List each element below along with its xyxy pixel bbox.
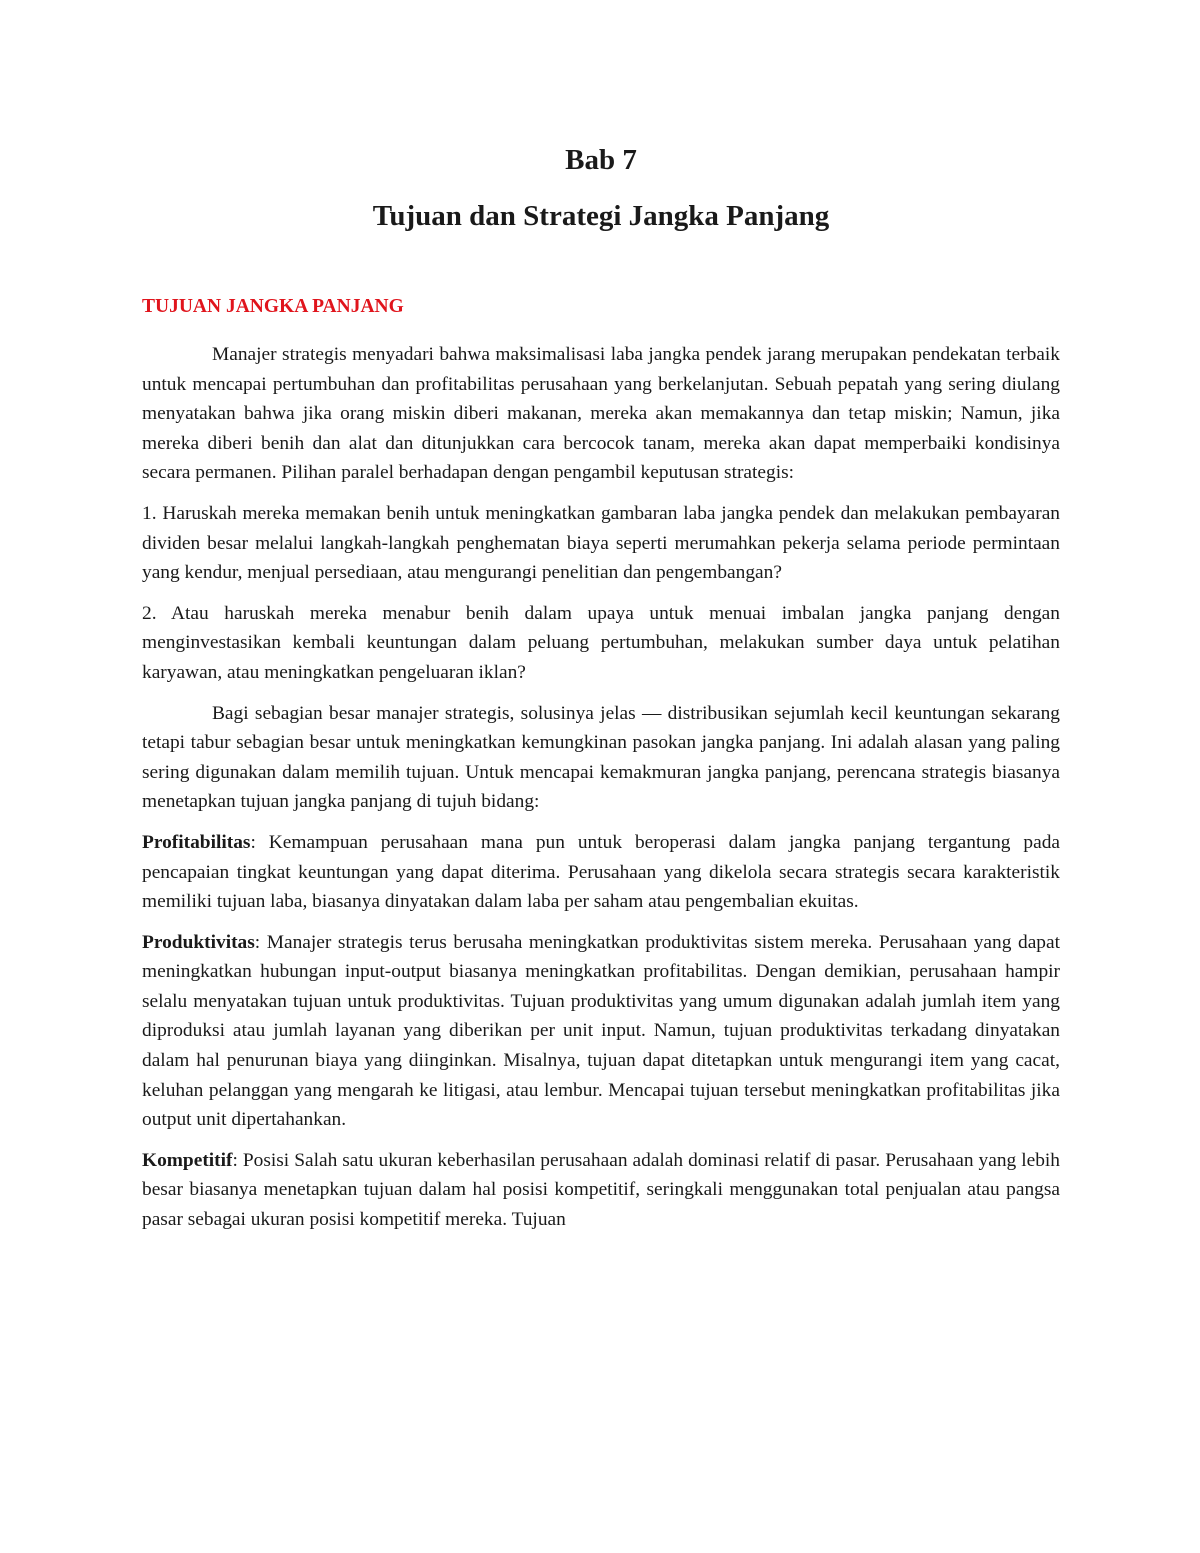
section-heading: TUJUAN JANGKA PANJANG bbox=[142, 296, 404, 317]
document-page bbox=[142, 140, 1060, 1235]
area-profitabilitas bbox=[142, 828, 1060, 917]
chapter-number: Bab 7 bbox=[565, 144, 637, 176]
list-item-2: 2. Atau haruskah mereka menabur benih dalam upaya untuk menuai imbalan jangka panjang dengan menginvestasikan kembali keuntungan dalam peluang pertumbuhan, melakukan sumber daya untuk pelatihan karyawan, atau meningkatkan pengeluaran iklan? bbox=[142, 602, 1060, 683]
answer-paragraph: Bagi sebagian besar manajer strategis, solusinya jelas — distribusikan sejumlah kecil keuntungan sekarang tetapi tabur sebagian besar untuk meningkatkan kemungkinan pasokan jangka panjang. Ini adalah alasan yang paling sering digunakan dalam memilih tujuan. Untuk mencapai kemakmuran jangka panjang, perencana strategis biasanya menetapkan tujuan jangka panjang di tujuh bidang: bbox=[142, 702, 1060, 813]
area-text: : Kemampuan perusahaan mana pun untuk beroperasi dalam jangka panjang tergantung pada pencapaian tingkat keuntungan yang dapat diterima. Perusahaan yang dikelola secara strategis secara karakteristik memiliki tujuan laba, biasanya dinyatakan dalam laba per saham atau pengembalian ekuitas. bbox=[142, 831, 1060, 913]
area-kompetitif bbox=[142, 1146, 1060, 1235]
area-produktivitas bbox=[142, 928, 1060, 1135]
area-term: Kompetitif bbox=[142, 1149, 233, 1171]
chapter-title: Tujuan dan Strategi Jangka Panjang bbox=[372, 200, 830, 232]
list-item-1: 1. Haruskah mereka memakan benih untuk meningkatkan gambaran laba jangka pendek dan melakukan pembayaran dividen besar melalui langkah-langkah penghematan biaya seperti merumahkan pekerja selama periode permintaan yang kendur, menjual persediaan, atau mengurangi penelitian dan pengembangan? bbox=[142, 502, 1060, 584]
area-term: Produktivitas bbox=[142, 931, 255, 953]
intro-paragraph: Manajer strategis menyadari bahwa maksimalisasi laba jangka pendek jarang merupakan pendekatan terbaik untuk mencapai pertumbuhan dan profitabilitas perusahaan yang berkelanjutan. Sebuah pepatah yang sering diulang menyatakan bahwa jika orang miskin diberi makanan, mereka akan memakannya dan tetap miskin; Namun, jika mereka diberi benih dan alat dan ditunjukkan cara bercocok tanam, mereka akan dapat memperbaiki kondisinya secara permanen. Pilihan paralel berhadapan dengan pengambil keputusan strategis: bbox=[142, 344, 1060, 484]
area-text: : Manajer strategis terus berusaha meningkatkan produktivitas sistem mereka. Perusahaan yang dapat meningkatkan hubungan input-output biasanya meningkatkan profitabilitas. Dengan demikian, perusahaan hampir selalu menyatakan tujuan untuk produktivitas. Tujuan produktivitas yang umum digunakan adalah jumlah item yang diproduksi atau jumlah layanan yang diberikan per unit input. Namun, tujuan produktivitas terkadang dinyatakan dalam hal penurunan biaya yang diinginkan. Misalnya, tujuan dapat ditetapkan untuk mengurangi item yang cacat, keluhan pelanggan yang mengarah ke litigasi, atau lembur. Mencapai tujuan tersebut meningkatkan profitabilitas jika output unit dipertahankan. bbox=[142, 931, 1060, 1131]
area-text: : Posisi Salah satu ukuran keberhasilan perusahaan adalah dominasi relatif di pasar. Perusahaan yang lebih besar biasanya menetapkan tujuan dalam hal posisi kompetitif, seringkali menggunakan total penjualan atau pangsa pasar sebagai ukuran posisi kompetitif mereka. Tujuan bbox=[142, 1149, 1060, 1231]
area-term: Profitabilitas bbox=[142, 831, 251, 853]
